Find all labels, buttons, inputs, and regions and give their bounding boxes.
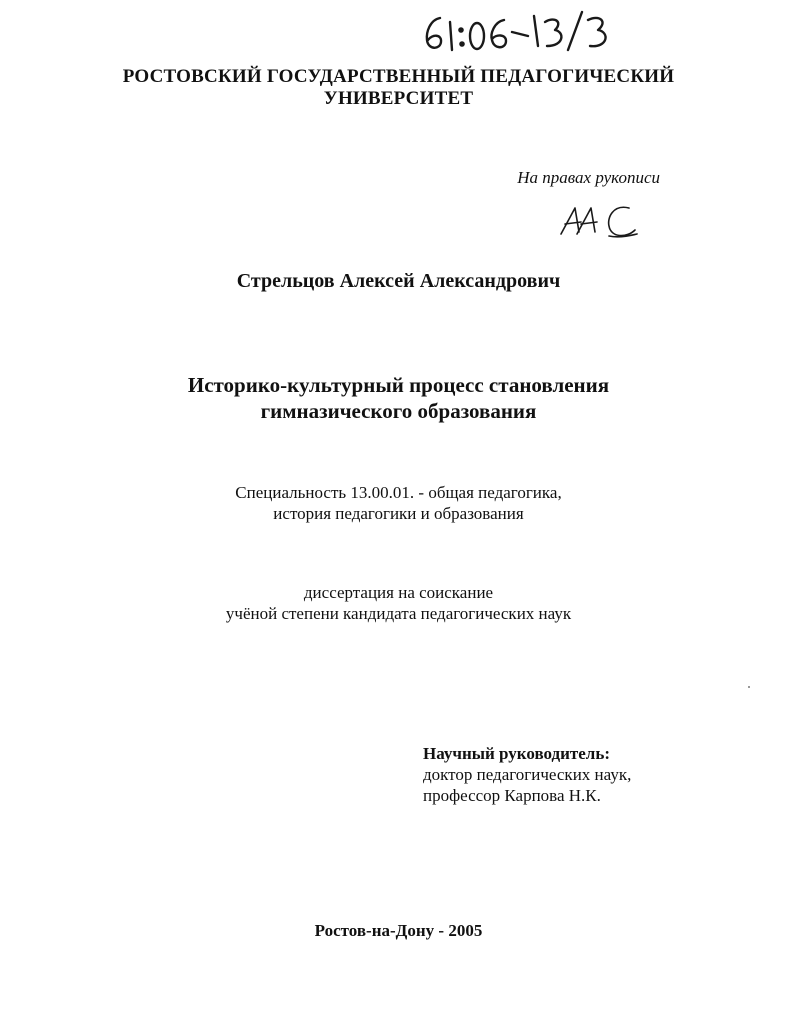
dissertation-title-line1: Историко-культурный процесс становления — [187, 373, 610, 397]
advisor-heading: Научный руководитель: — [423, 744, 610, 763]
advisor-name: профессор Карпова Н.К. — [423, 786, 601, 805]
university-name-line1: РОСТОВСКИЙ ГОСУДАРСТВЕННЫЙ ПЕДАГОГИЧЕСКИЙ — [122, 66, 675, 87]
specialty — [0, 482, 797, 524]
dissertation-title — [0, 372, 797, 424]
dissertation-title-line2: гимназического образования — [260, 399, 537, 423]
degree-statement-line2: учёной степени кандидата педагогических наук — [225, 604, 572, 623]
scientific-advisor — [423, 743, 723, 806]
university-name-line2: УНИВЕРСИТЕТ — [323, 88, 474, 109]
author-name: Стрельцов Алексей Александрович — [236, 270, 561, 292]
degree-statement — [0, 582, 797, 624]
manuscript-rights-note: На правах рукописи — [517, 168, 660, 187]
specialty-line2: история педагогики и образования — [273, 504, 524, 523]
scan-speck — [748, 686, 750, 688]
degree-statement-line1: диссертация на соискание — [303, 583, 494, 602]
city-year: Ростов-на-Дону - 2005 — [314, 921, 483, 940]
specialty-line1: Специальность 13.00.01. - общая педагогика, — [235, 483, 562, 502]
university-name — [0, 66, 797, 110]
handwritten-stamp-code — [400, 6, 640, 56]
author-signature — [555, 198, 645, 248]
advisor-degree: доктор педагогических наук, — [423, 765, 632, 784]
